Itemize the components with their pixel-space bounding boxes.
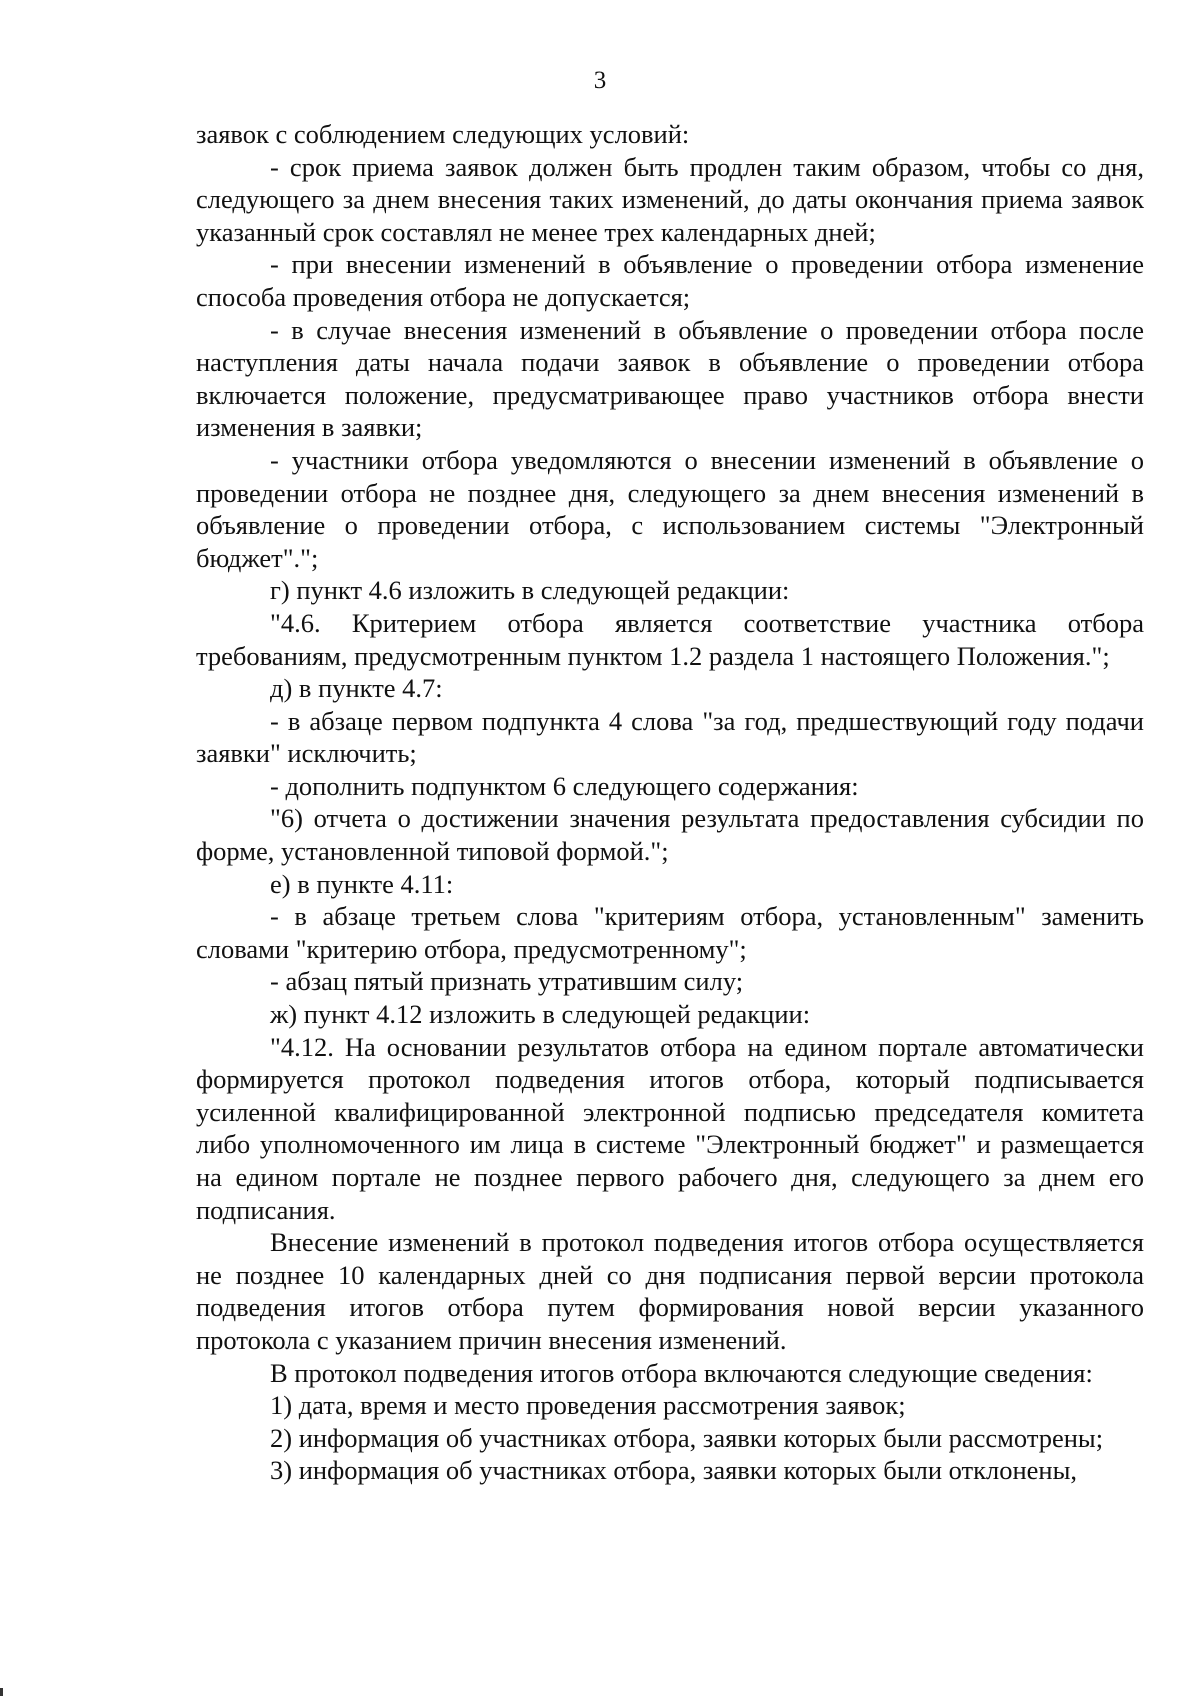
paragraph-protocol-changes: Внесение изменений в протокол подведения итогов отбора осуществляется не позднее 10 календарных дней со дня подписания первой версии протокола подведения итогов отбора путем формирования новой версии указанного протокола с указанием причин внесения изменений. bbox=[196, 1227, 1144, 1355]
paragraph-item-d: д) в пункте 4.7: bbox=[270, 673, 443, 704]
page-number: 3 bbox=[593, 67, 607, 94]
paragraph-participant-notice: - участники отбора уведомляются о внесении изменений в объявление о проведении отбора не позднее дня, следующего за днем внесения изменений в объявление о проведении отбора, с использованием системы "Электронный бюджет"."; bbox=[196, 444, 1144, 573]
paragraph-continuation: заявок с соблюдением следующих условий: bbox=[196, 119, 690, 149]
list-item-1: 1) дата, время и место проведения рассмотрения заявок; bbox=[270, 1390, 906, 1421]
paragraph-third-abzac: - в абзаце третьем слова "критериям отбора, установленным" заменить словами "критерию отбора, предусмотренному"; bbox=[196, 901, 1144, 964]
paragraph-extension-term: - срок приема заявок должен быть продлен таким образом, чтобы со дня, следующего за днем внесения таких изменений, до даты окончания приема заявок указанный срок составлял не менее трех календарных дней; bbox=[196, 151, 1144, 247]
paragraph-fifth-abzac: - абзац пятый признать утратившим силу; bbox=[270, 966, 744, 997]
paragraph-subitem-6-text: "6) отчета о достижении значения результата предоставления субсидии по форме, установленной типовой формой."; bbox=[196, 803, 1144, 867]
paragraph-add-subitem-6: - дополнить подпунктом 6 следующего содержания: bbox=[270, 770, 859, 801]
paragraph-participant-right: - в случае внесения изменений в объявление о проведении отбора после наступления даты начала подачи заявок в объявление о проведении отбора включается положение, предусматривающее право участников отбора внести изменения в заявки; bbox=[196, 314, 1144, 443]
paragraph-item-zh: ж) пункт 4.12 изложить в следующей редакции: bbox=[270, 999, 811, 1030]
paragraph-subitem-4: - в абзаце первом подпункта 4 слова "за год, предшествующий году подачи заявки" исключить; bbox=[196, 705, 1144, 769]
paragraph-clause-4-6: "4.6. Критерием отбора является соответствие участника отбора требованиям, предусмотренным пунктом 1.2 раздела 1 настоящего Положения."; bbox=[196, 607, 1144, 671]
list-item-2: 2) информация об участниках отбора, заявки которых были рассмотрены; bbox=[270, 1422, 1104, 1453]
paragraph-method-change: - при внесении изменений в объявление о проведении отбора изменение способа проведения отбора не допускается; bbox=[196, 249, 1144, 312]
paragraph-item-g: г) пункт 4.6 изложить в следующей редакции: bbox=[270, 575, 790, 606]
scan-mark bbox=[0, 1688, 3, 1696]
document-body bbox=[196, 118, 1144, 1487]
paragraph-protocol-contents: В протокол подведения итогов отбора включаются следующие сведения: bbox=[270, 1357, 1093, 1388]
paragraph-item-e: е) в пункте 4.11: bbox=[270, 868, 454, 899]
list-item-3: 3) информация об участниках отбора, заявки которых были отклонены, bbox=[270, 1455, 1078, 1486]
paragraph-clause-4-12: "4.12. На основании результатов отбора на едином портале автоматически формируется протокол подведения итогов отбора, который подписывается усиленной квалифицированной электронной подписью председателя комитета либо уполномоченного им лица в системе "Электронный бюджет" и размещается на едином портале не позднее первого рабочего дня, следующего за днем его подписания. bbox=[196, 1031, 1144, 1225]
